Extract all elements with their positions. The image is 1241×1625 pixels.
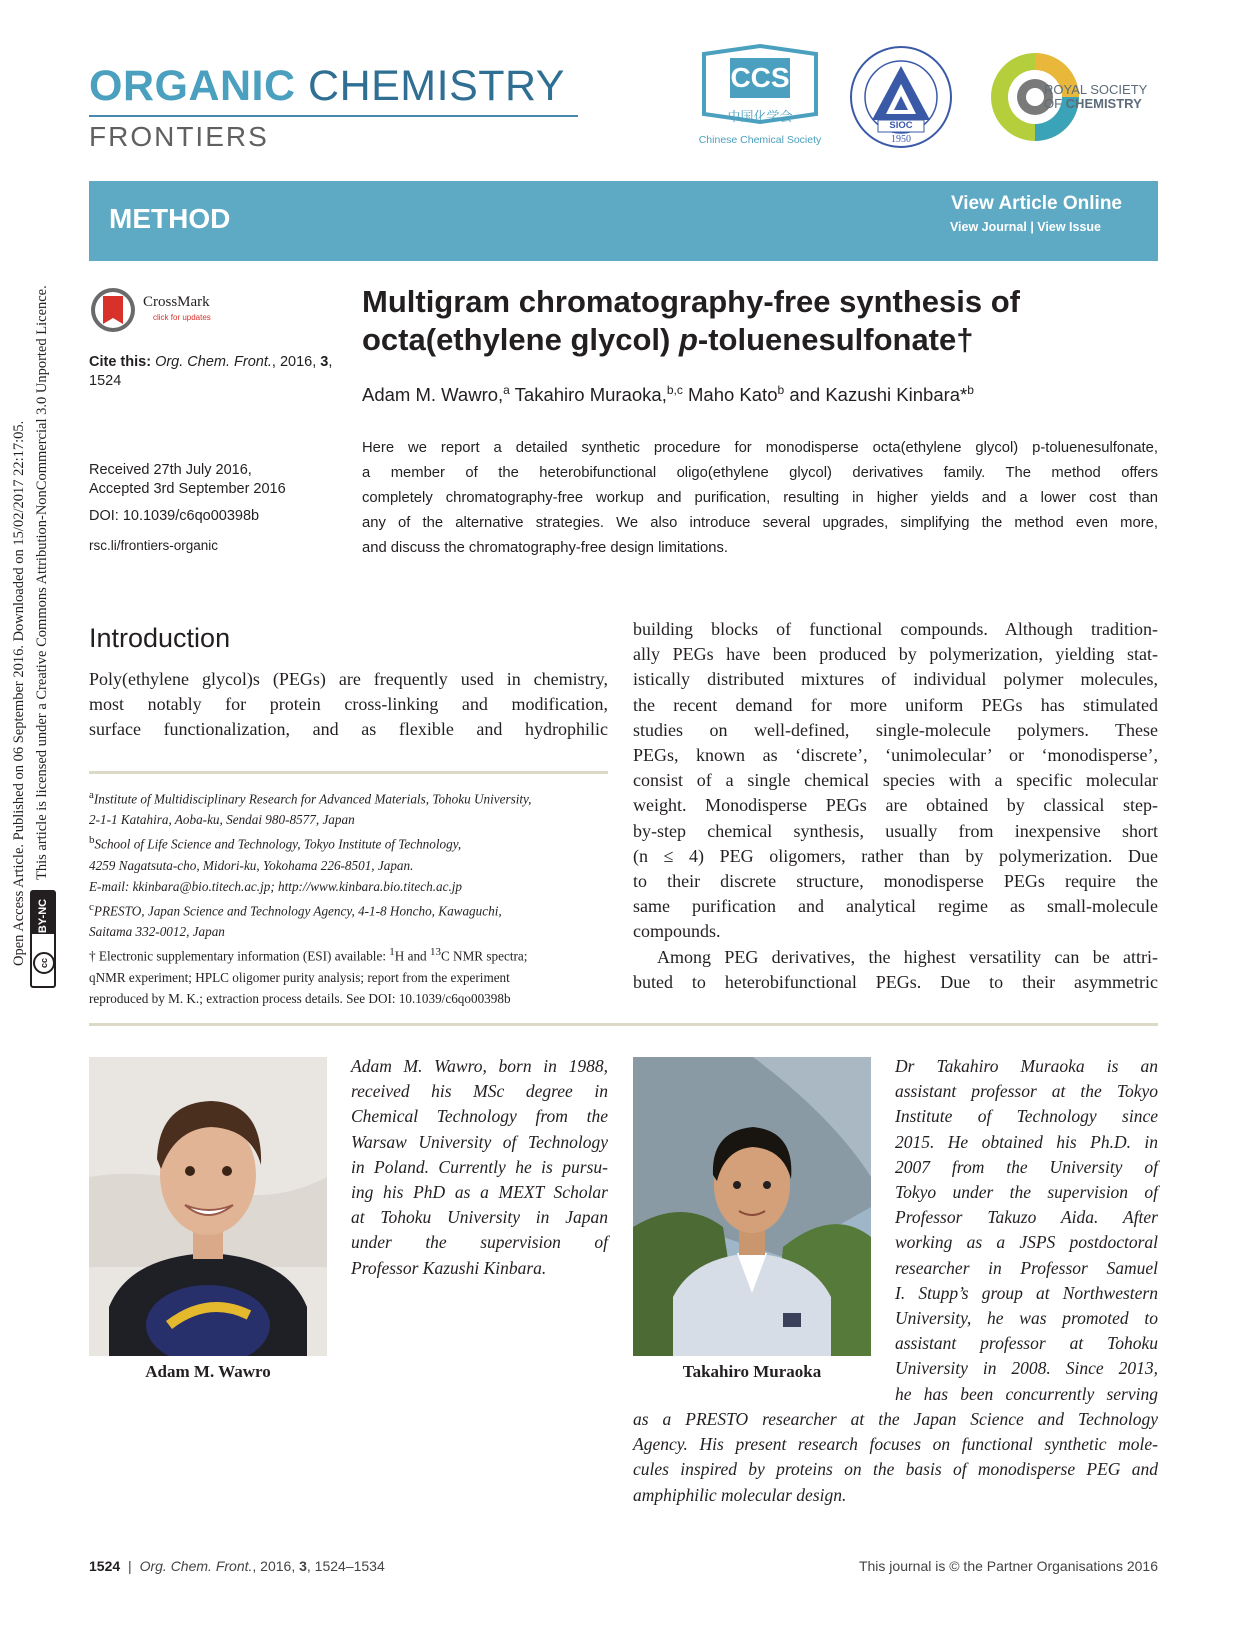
body-line: to their discrete structure, monodisperse PEGs require the bbox=[633, 871, 1158, 892]
esi-text: C NMR spectra; bbox=[440, 948, 528, 964]
sioc-year: 1950 bbox=[891, 134, 911, 145]
biography-muraoka-upper bbox=[895, 1054, 1158, 1407]
body-line: istically distributed mixtures of individual polymer molecules, bbox=[633, 669, 1158, 690]
photo-caption-wawro: Adam M. Wawro bbox=[145, 1362, 271, 1381]
bio-line: Dr Takahiro Muraoka is an bbox=[895, 1056, 1158, 1076]
journal-title-chemistry: CHEMISTRY bbox=[308, 62, 565, 110]
footer-separator: | bbox=[128, 1558, 132, 1574]
author-affiliation: b,c bbox=[666, 383, 683, 397]
license-line-cc: This article is licensed under a Creative Commons Attribution-NonCommercial 3.0 Unported Licence. bbox=[34, 285, 50, 880]
footnote-line bbox=[89, 830, 608, 854]
body-line: studies on well-defined, single-molecule polymers. These bbox=[633, 719, 1158, 740]
abstract-line: and discuss the chromatography-free design limitations. bbox=[362, 540, 728, 556]
crossmark-label: CrossMark bbox=[143, 294, 210, 310]
footnote-text: School of Life Science and Technology, Tokyo Institute of Technology, bbox=[94, 836, 462, 852]
badge-nc-label: BY-NC bbox=[37, 898, 49, 934]
body-line: surface functionalization, and as flexible and hydrophilic bbox=[89, 719, 608, 740]
author-name: and Kazushi Kinbara* bbox=[784, 384, 968, 406]
rsc-line2 bbox=[1044, 96, 1142, 111]
bio-line: I. Stupp’s group at Northwestern bbox=[895, 1282, 1158, 1303]
bio-line: in Poland. Currently he is pursu- bbox=[351, 1156, 608, 1177]
ccs-logo-english: Chinese Chemical Society bbox=[698, 134, 822, 146]
rsc-logo bbox=[990, 44, 1160, 150]
body-line: by-step chemical synthesis, usually from inexpensive short bbox=[633, 820, 1158, 841]
bio-line: assistant professor at the Tokyo bbox=[895, 1081, 1158, 1102]
crossmark-badge[interactable] bbox=[89, 286, 229, 336]
bio-line: he has been concurrently serving bbox=[895, 1383, 1158, 1404]
footnote-text: Saitama 332-0012, Japan bbox=[89, 924, 225, 940]
cite-volume: 3 bbox=[320, 354, 329, 370]
abstract-line: any of the alternative strategies. We also introduce several upgrades, simplifying the method even more, bbox=[362, 515, 1158, 531]
article-title bbox=[362, 283, 1122, 359]
journal-short-link[interactable]: rsc.li/frontiers-organic bbox=[89, 538, 219, 553]
abstract bbox=[362, 436, 1158, 561]
footnote-text: E-mail: kkinbara@bio.titech.ac.jp; http://www.kinbara.bio.titech.ac.jp bbox=[89, 878, 463, 894]
cite-label: Cite this: bbox=[89, 354, 152, 370]
doi[interactable]: DOI: 10.1039/c6qo00398b bbox=[89, 508, 260, 524]
footnote-marker: c bbox=[89, 900, 94, 913]
author-photo-muraoka bbox=[633, 1057, 871, 1356]
article-title-line2-pre: octa(ethylene glycol) bbox=[362, 322, 679, 357]
footnote-line bbox=[89, 897, 608, 921]
esi-footnote-line1 bbox=[89, 942, 608, 966]
body-line: most notably for protein cross-linking and modification, bbox=[89, 694, 608, 715]
bio-line: Chemical Technology from the bbox=[351, 1106, 608, 1127]
page-footer-left bbox=[89, 1558, 385, 1574]
intro-left-paragraph bbox=[89, 667, 608, 743]
article-title-line2-post: -toluenesulfonate† bbox=[697, 322, 974, 357]
ccs-logo-letters: CCS bbox=[730, 62, 790, 93]
bio-line: University, he was promoted to bbox=[895, 1308, 1158, 1329]
body-line: weight. Monodisperse PEGs are obtained by classical step- bbox=[633, 795, 1158, 816]
bio-line: researcher in Professor Samuel bbox=[895, 1257, 1158, 1278]
body-line: PEGs, known as ‘discrete’, ‘unimolecular’ or ‘monodisperse’, bbox=[633, 745, 1158, 766]
ccs-logo-chinese: 中国化学会 bbox=[727, 110, 793, 125]
footnote-text: 2-1-1 Katahira, Aoba-ku, Sendai 980-8577, Japan bbox=[89, 812, 355, 828]
bio-line: at Tohoku University in Japan bbox=[351, 1207, 608, 1228]
cc-by-nc-badge[interactable] bbox=[30, 890, 56, 988]
bio-line: 2007 from the University of bbox=[895, 1156, 1158, 1177]
cite-page: 1524 bbox=[89, 373, 122, 389]
rsc-line1: ROYAL SOCIETY bbox=[1044, 82, 1148, 97]
esi-sup: 1 bbox=[389, 946, 395, 959]
banner-separator: | bbox=[1030, 220, 1034, 234]
bio-line: Professor Kazushi Kinbara. bbox=[351, 1257, 547, 1278]
article-title-line1: Multigram chromatography-free synthesis of bbox=[362, 284, 1021, 319]
view-article-online-link[interactable]: View Article Online bbox=[950, 193, 1122, 214]
biography-divider bbox=[89, 1023, 1158, 1026]
body-line: building blocks of functional compounds. Although tradition- bbox=[633, 619, 1158, 639]
license-line-open-access: Open Access Article. Published on 06 September 2016. Downloaded on 15/02/2017 22:17:05. bbox=[11, 420, 27, 966]
bio-line: as a PRESTO researcher at the Japan Science and Technology bbox=[633, 1409, 1158, 1429]
bio-line: amphiphilic molecular design. bbox=[633, 1484, 847, 1505]
abstract-line: a member of the heterobifunctional oligo(ethylene glycol) derivatives family. The method offers bbox=[362, 465, 1158, 481]
bio-line: Agency. His present research focuses on functional synthetic mole- bbox=[633, 1434, 1158, 1455]
author-list bbox=[362, 383, 974, 406]
bio-line: assistant professor at Tohoku bbox=[895, 1333, 1158, 1354]
author-photo-wawro bbox=[89, 1057, 327, 1356]
author-name: Takahiro Muraoka, bbox=[509, 384, 667, 406]
rsc-line2-prefix: OF bbox=[1044, 96, 1066, 111]
bio-line: 2015. He obtained his Ph.D. in bbox=[895, 1131, 1158, 1152]
article-title-line2-italic: p bbox=[678, 322, 698, 357]
crossmark-icon bbox=[89, 286, 137, 334]
crossmark-sub: click for updates bbox=[153, 313, 211, 322]
biography-wawro bbox=[351, 1054, 608, 1281]
esi-sup: 13 bbox=[429, 946, 441, 959]
article-type-label: METHOD bbox=[109, 203, 231, 234]
received-date: Received 27th July 2016, bbox=[89, 462, 252, 478]
page-footer-right: This journal is © the Partner Organisations 2016 bbox=[858, 1558, 1158, 1574]
body-line: same purification and analytical regime as small-molecule bbox=[633, 896, 1158, 917]
esi-footnote-line2: qNMR experiment; HPLC oligomer purity analysis; report from the experiment bbox=[89, 969, 510, 985]
author-name: Maho Kato bbox=[682, 384, 778, 406]
footer-volume: 3 bbox=[299, 1558, 307, 1574]
banner-journal-issue-links bbox=[950, 220, 1101, 234]
portrait-wawro-icon bbox=[89, 1057, 327, 1356]
footnote-divider bbox=[89, 771, 608, 774]
body-line: consist of a single chemical species with a specific molecular bbox=[633, 770, 1158, 791]
cc-icon: cc bbox=[33, 952, 55, 974]
footnote-line bbox=[89, 809, 608, 830]
bio-line: Tokyo under the supervision of bbox=[895, 1182, 1158, 1203]
journal-title-organic: ORGANIC bbox=[89, 62, 296, 110]
accepted-date: Accepted 3rd September 2016 bbox=[89, 481, 286, 497]
footer-journal: Org. Chem. Front. bbox=[139, 1558, 253, 1574]
author-affiliation: b bbox=[967, 383, 974, 397]
footer-year: , 2016, bbox=[252, 1558, 300, 1574]
footnote-line[interactable] bbox=[89, 876, 608, 897]
bio-line: University in 2008. Since 2013, bbox=[895, 1358, 1158, 1379]
license-strip bbox=[0, 0, 60, 1040]
author-name: Adam M. Wawro, bbox=[362, 384, 504, 406]
bio-line: Warsaw University of Technology bbox=[351, 1131, 608, 1152]
sioc-logo bbox=[848, 44, 954, 150]
footnote-text: Institute of Multidisciplinary Research for Advanced Materials, Tohoku University, bbox=[93, 791, 532, 807]
bio-line: cules inspired by proteins on the basis of monodisperse PEG and bbox=[633, 1459, 1158, 1480]
esi-text: † Electronic supplementary information (ESI) available: bbox=[89, 948, 390, 964]
footnote-marker: a bbox=[89, 789, 94, 801]
rsc-line2-bold: CHEMISTRY bbox=[1065, 96, 1142, 111]
view-journal-link[interactable]: View Journal bbox=[949, 220, 1027, 234]
ccs-logo bbox=[690, 42, 830, 150]
body-line: buted to heterobifunctional PEGs. Due to their asymmetric bbox=[633, 971, 1158, 992]
abstract-line: Here we report a detailed synthetic procedure for monodisperse octa(ethylene glycol) p-toluenesulfonate, bbox=[362, 440, 1158, 456]
cite-tail: , bbox=[328, 354, 333, 370]
bio-line: ing his PhD as a MEXT Scholar bbox=[351, 1182, 608, 1203]
affiliation-footnotes bbox=[89, 785, 608, 1009]
portrait-muraoka-icon bbox=[633, 1057, 871, 1356]
footnote-line bbox=[89, 855, 608, 876]
body-line: compounds. bbox=[633, 921, 721, 942]
view-issue-link[interactable]: View Issue bbox=[1037, 220, 1101, 234]
citation bbox=[89, 353, 349, 391]
footnote-marker: b bbox=[89, 834, 95, 847]
author-affiliation: b bbox=[777, 383, 785, 397]
body-line: the recent demand for more uniform PEGs has stimulated bbox=[633, 694, 1158, 715]
bio-line: working as a JSPS postdoctoral bbox=[895, 1232, 1158, 1253]
author-affiliation: a bbox=[503, 383, 510, 397]
biography-muraoka-lower bbox=[633, 1407, 1158, 1508]
esi-text: H and bbox=[394, 948, 430, 964]
masthead-divider bbox=[89, 115, 578, 117]
journal-title bbox=[89, 62, 565, 111]
footnote-text: 4259 Nagatsuta-cho, Midori-ku, Yokohama 226-8501, Japan. bbox=[89, 857, 414, 873]
bio-line: Professor Takuzo Aida. After bbox=[895, 1207, 1158, 1228]
bio-line: Adam M. Wawro, born in 1988, bbox=[351, 1056, 608, 1076]
photo-caption-muraoka: Takahiro Muraoka bbox=[682, 1362, 822, 1381]
bio-line: received his MSc degree in bbox=[351, 1081, 608, 1102]
esi-footnote-line3[interactable]: reproduced by M. K.; extraction process details. See DOI: 10.1039/c6qo00398b bbox=[89, 990, 511, 1006]
body-line: Poly(ethylene glycol)s (PEGs) are frequently used in chemistry, bbox=[89, 669, 608, 689]
bio-line: under the supervision of bbox=[351, 1232, 608, 1253]
body-line: ally PEGs have been produced by polymerization, yielding stat- bbox=[633, 644, 1158, 665]
sioc-label: SIOC bbox=[889, 120, 913, 131]
footnote-text: PRESTO, Japan Science and Technology Agency, 4-1-8 Honcho, Kawaguchi, bbox=[93, 903, 502, 919]
article-title-line2 bbox=[362, 321, 1122, 359]
article-type-banner bbox=[89, 181, 1158, 261]
section-heading-introduction: Introduction bbox=[89, 623, 231, 653]
cite-journal: Org. Chem. Front. bbox=[155, 354, 272, 370]
abstract-line: completely chromatography-free workup and purification, resulting in higher yields and a lower cost than bbox=[362, 490, 1158, 506]
footnote-line bbox=[89, 785, 608, 809]
footnote-line bbox=[89, 921, 608, 942]
footer-pages: , 1524–1534 bbox=[306, 1558, 385, 1574]
body-line: Among PEG derivatives, the highest versatility can be attri- bbox=[657, 946, 1158, 967]
body-line: (n ≤ 4) PEG oligomers, rather than by polymerization. Due bbox=[633, 845, 1158, 866]
journal-subtitle: FRONTIERS bbox=[89, 121, 269, 152]
bio-line: Institute of Technology since bbox=[895, 1106, 1158, 1127]
cite-year: , 2016, bbox=[271, 354, 321, 370]
intro-right-paragraph bbox=[633, 617, 1158, 995]
page-number: 1524 bbox=[89, 1558, 121, 1574]
